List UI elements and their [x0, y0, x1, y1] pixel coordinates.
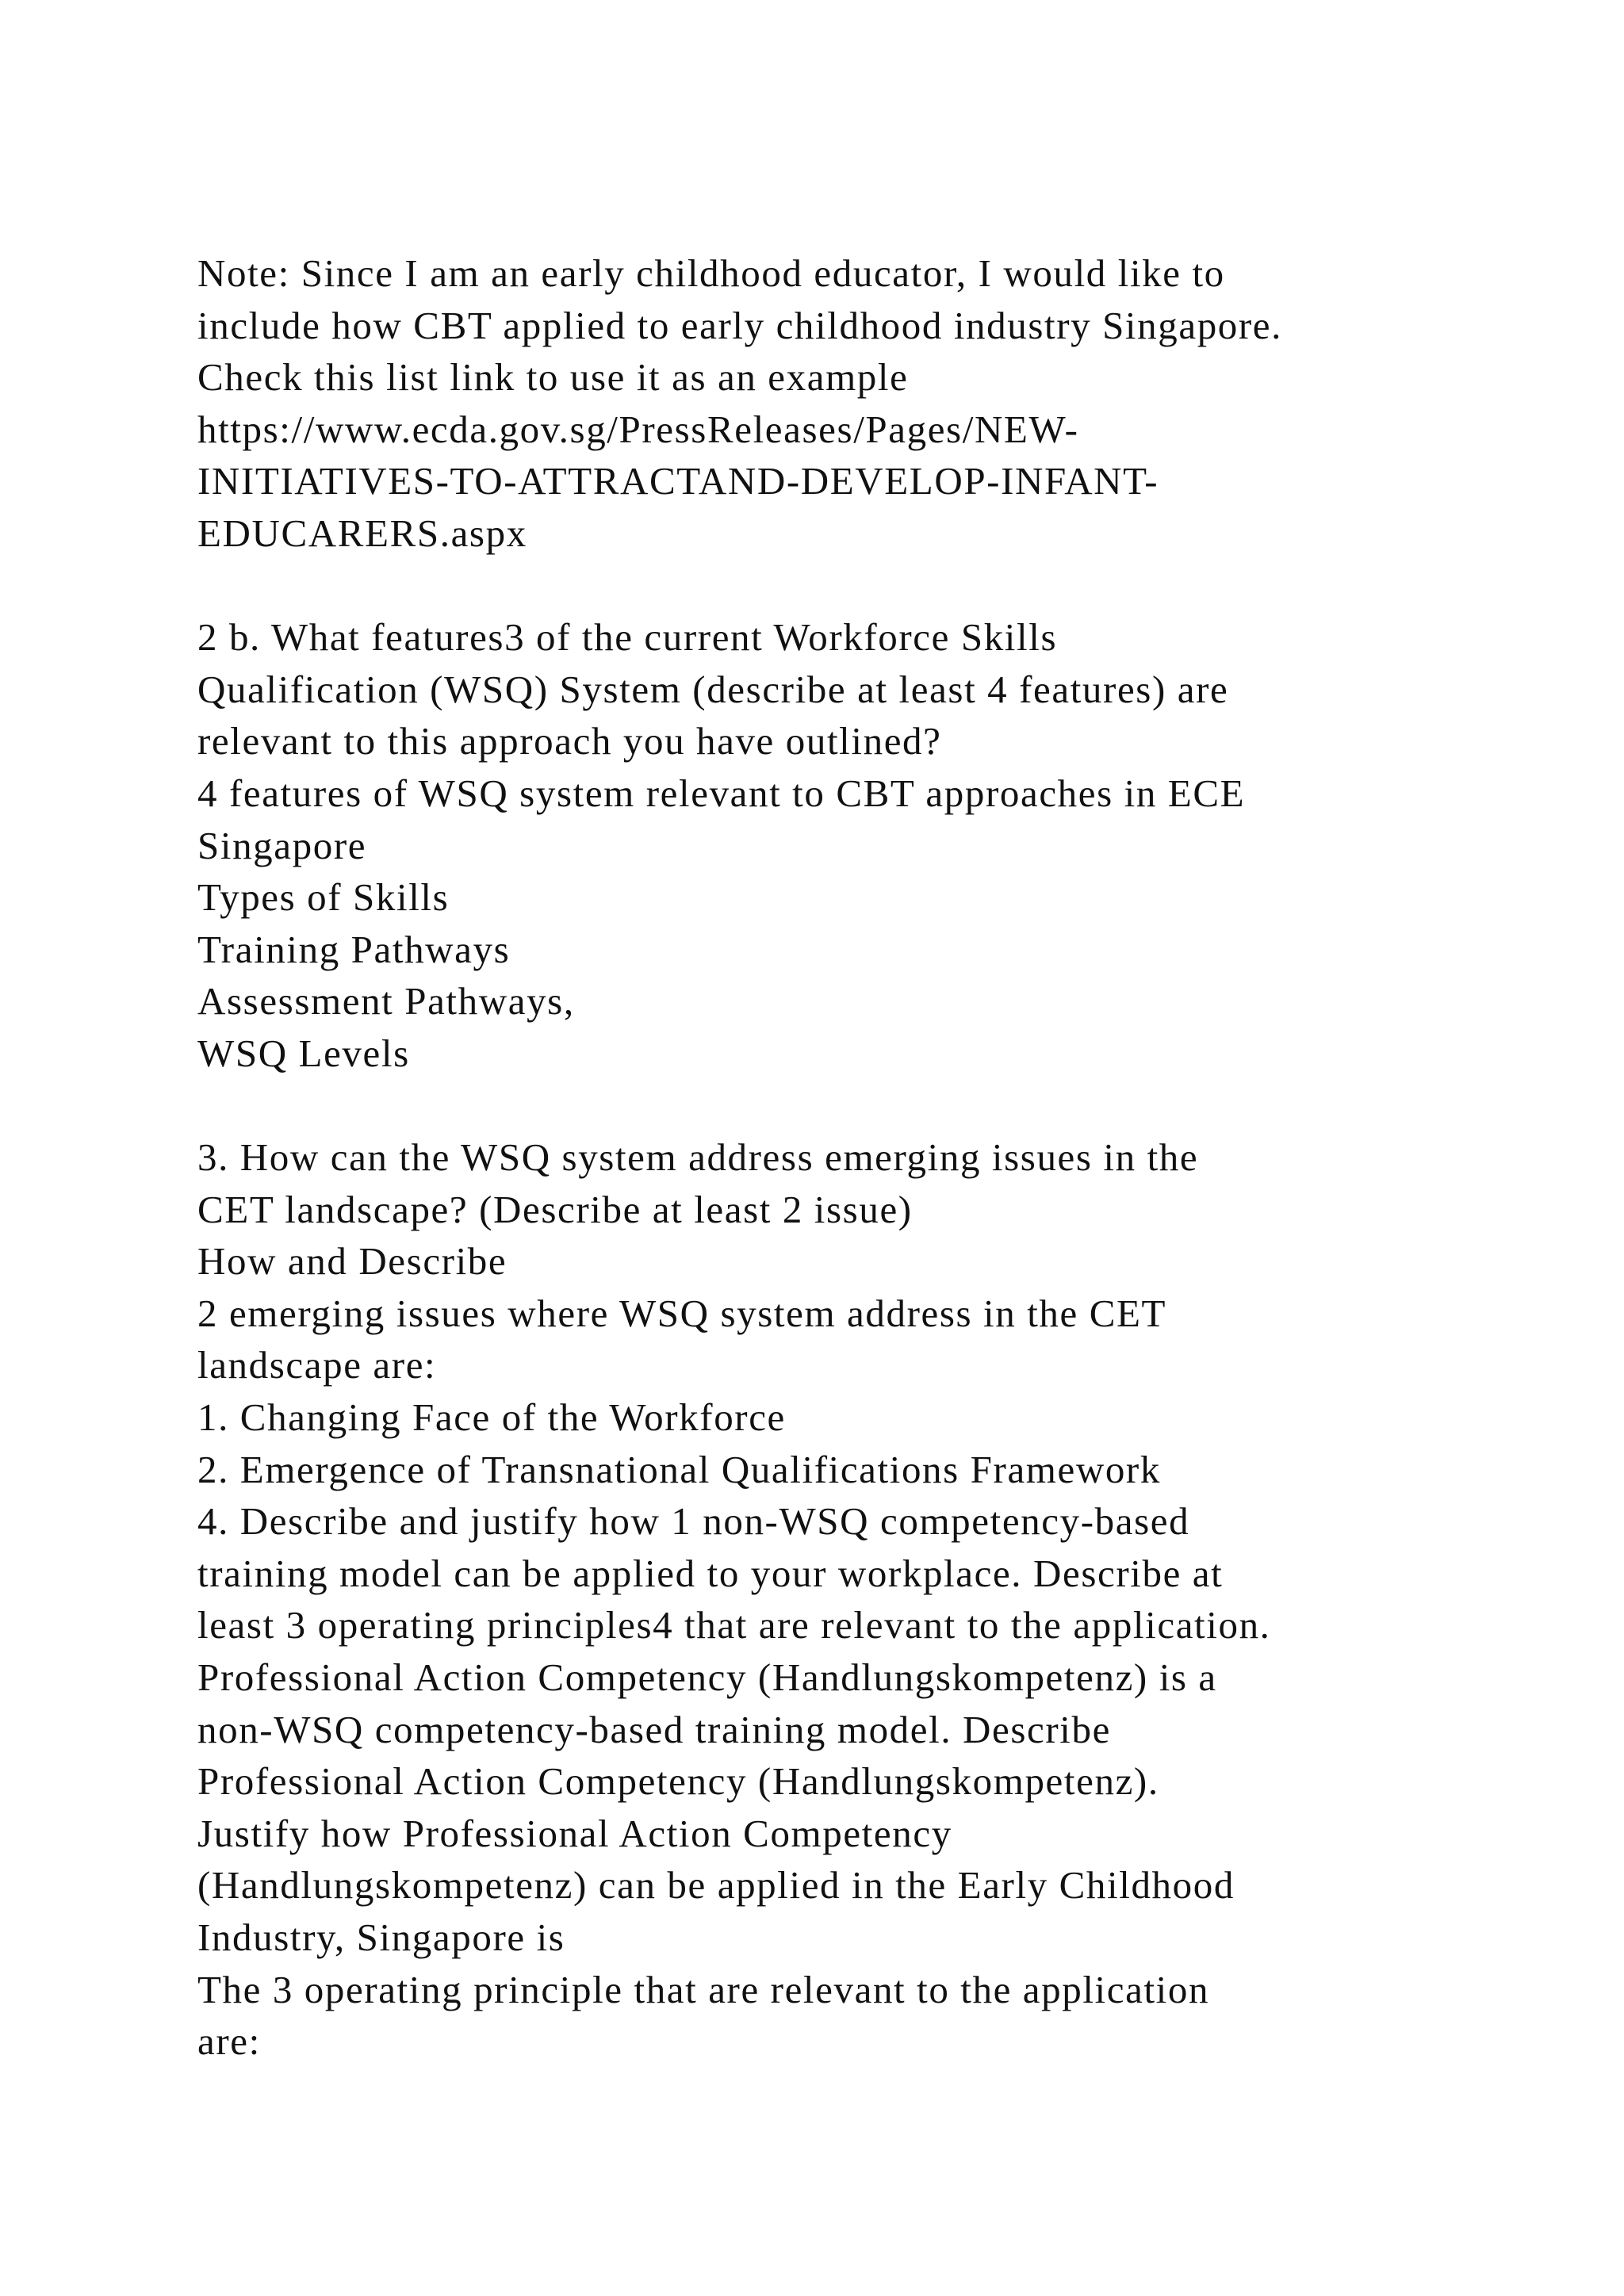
list-item: Types of Skills	[197, 875, 450, 920]
text-line: are:	[197, 2019, 261, 2064]
text-line: Professional Action Competency (Handlungskompetenz) is a	[197, 1655, 1217, 1700]
question-line: Qualification (WSQ) System (describe at least 4 features) are	[197, 667, 1229, 711]
question-line: CET landscape? (Describe at least 2 issue)	[197, 1187, 913, 1231]
text-line: landscape are:	[197, 1343, 437, 1387]
blank-line	[197, 560, 1609, 612]
url-line: https://www.ecda.gov.sg/PressReleases/Pages/NEW-	[197, 407, 1079, 451]
list-item: WSQ Levels	[197, 1031, 410, 1075]
question-line: 2 b. What features3 of the current Workforce Skills	[197, 615, 1058, 660]
text-line: Professional Action Competency (Handlungskompetenz).	[197, 1759, 1159, 1804]
text-line: Industry, Singapore is	[197, 1915, 565, 1959]
url-line: EDUCARERS.aspx	[197, 511, 527, 555]
question-line: 3. How can the WSQ system address emerging issues in the	[197, 1135, 1199, 1180]
text-line: How and Describe	[197, 1239, 508, 1284]
text-line: include how CBT applied to early childhood industry Singapore.	[197, 303, 1283, 347]
text-line: non-WSQ competency-based training model. Describe	[197, 1707, 1111, 1751]
text-line: Singapore	[197, 823, 367, 867]
text-line: Check this list link to use it as an example	[197, 355, 909, 400]
question-line: relevant to this approach you have outlined?	[197, 719, 942, 763]
url-line: INITIATIVES-TO-ATTRACTAND-DEVELOP-INFANT-	[197, 459, 1159, 503]
list-item: Assessment Pathways,	[197, 979, 575, 1024]
question-line: 4. Describe and justify how 1 non-WSQ competency-based	[197, 1499, 1190, 1544]
blank-line	[197, 1080, 1609, 1132]
text-line: The 3 operating principle that are relevant to the application	[197, 1967, 1210, 2011]
list-item: 1. Changing Face of the Workforce	[197, 1395, 786, 1440]
text-line: Justify how Professional Action Competency	[197, 1811, 952, 1855]
text-line: Note: Since I am an early childhood educator, I would like to	[197, 251, 1225, 295]
document-body	[197, 247, 1609, 2068]
text-line: (Handlungskompetenz) can be applied in the Early Childhood	[197, 1863, 1235, 1908]
question-line: training model can be applied to your workplace. Describe at	[197, 1551, 1224, 1595]
list-item: Training Pathways	[197, 927, 511, 971]
text-line: 2 emerging issues where WSQ system address in the CET	[197, 1291, 1167, 1335]
list-item: 2. Emergence of Transnational Qualifications Framework	[197, 1447, 1161, 1491]
question-line: least 3 operating principles4 that are relevant to the application.	[197, 1603, 1271, 1647]
text-line: 4 features of WSQ system relevant to CBT approaches in ECE	[197, 771, 1246, 815]
